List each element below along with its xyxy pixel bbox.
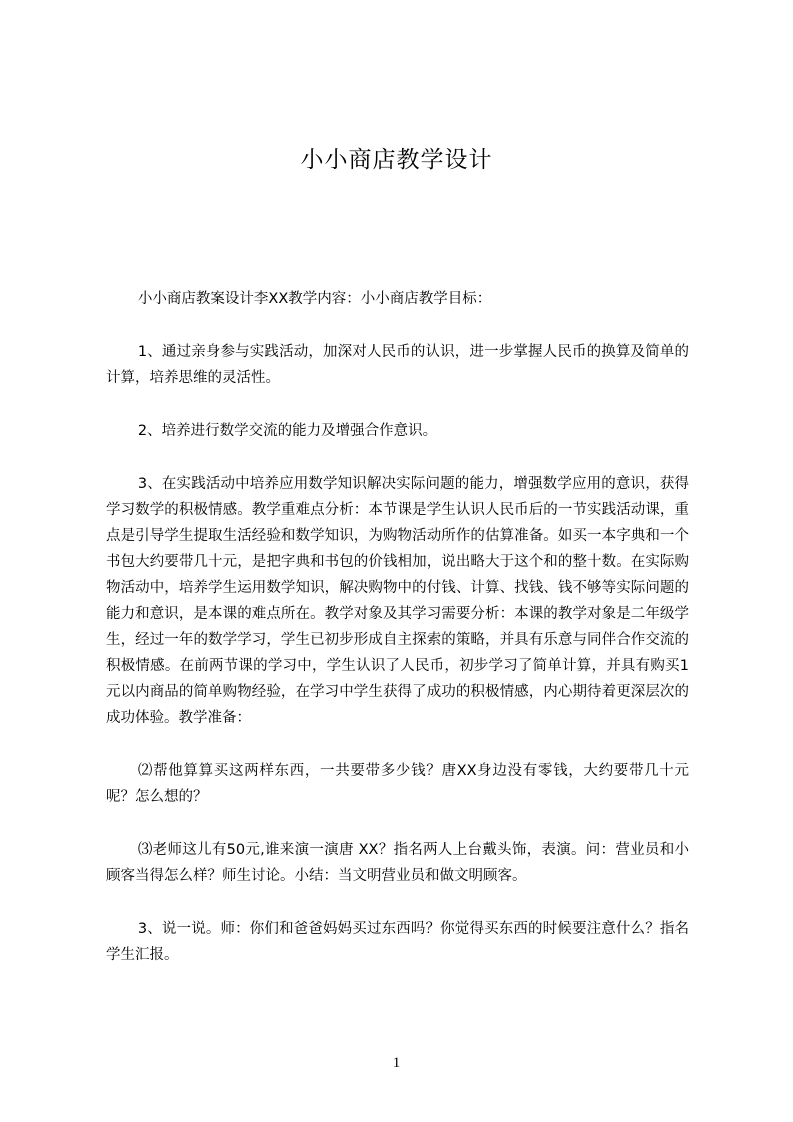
paragraph-goal-1: 1、通过亲身参与实践活动，加深对人民币的认识，进一步掌握人民币的换算及简单的计算，培养思维的灵活性。 xyxy=(106,344,689,386)
paragraph-goal-3: 3、在实践活动中培养应用数学知识解决实际问题的能力，增强数学应用的意识，获得学习数学的积极情感。教学重难点分析：本节课是学生认识人民币后的一节实践活动课，重点是引导学生提取生活经验和数学知识，为购物活动所作的估算准备。如买一本字典和一个书包大约要带几十元，是把字典和书包的价钱相加，说出略大于这个和的整十数。在实际购物活动中，培养学生运用数学知识，解决购物中的付钱、计算、找钱、钱不够等实际问题的能力和意识，是本课的难点所在。教学对象及其学习需要分析：本课的教学对象是二年级学生，经过一年的数学学习，学生已初步形成自主探索的策略，并具有乐意与同伴合作交流的积极情感。在前两节课的学习中，学生认识了人民币，初步学习了简单计算，并具有购买1元以内商品的简单购物经验，在学习中学生获得了成功的积极情感，内心期待着更深层次的成功体验。教学准备： xyxy=(106,476,689,726)
paragraph-step-2: ⑵帮他算算买这两样东西，一共要带多少钱？唐XX身边没有零钱，大约要带几十元呢？怎么想的？ xyxy=(106,763,689,805)
page-number: 1 xyxy=(392,1055,401,1071)
paragraph-discussion: 3、说一说。师：你们和爸爸妈妈买过东西吗？你觉得买东西的时候要注意什么？指名学生汇报。 xyxy=(106,921,689,963)
paragraph-goal-2: 2、培养进行数学交流的能力及增强合作意识。 xyxy=(137,423,438,439)
paragraph-intro: 小小商店教案设计李XX教学内容：小小商店教学目标： xyxy=(137,291,492,307)
document-body xyxy=(106,286,689,995)
paragraph-step-3: ⑶老师这儿有50元,谁来演一演唐 XX？指名两人上台戴头饰，表演。问：营业员和小顾客当得怎么样？师生讨论。小结：当文明营业员和做文明顾客。 xyxy=(106,842,689,884)
document-title: 小小商店教学设计 xyxy=(300,147,493,173)
